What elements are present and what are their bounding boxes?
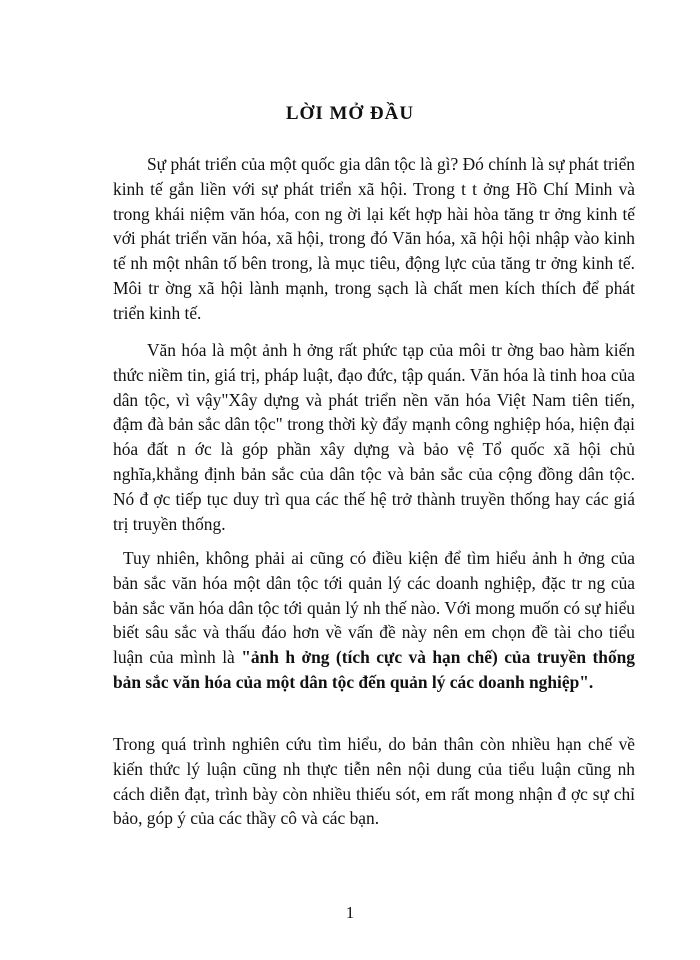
paragraph-1-text: Sự phát triển của một quốc gia dân tộc là gì? Đó chính là sự phát triển kinh tế gắn liền với sự phát triển xã hội. Trong t t ởng Hồ Chí Minh và trong khái niệm văn hóa, con ng ời lại kết hợp hài hòa tăng tr ởng kinh tế với phát triển văn hóa, xã hội, trong đó Văn hóa, xã hội hội nhập vào kinh tế nh một nhân tố bên trong, là mục tiêu, động lực của tăng tr ởng kinh tế. Môi tr ờng xã hội lành mạnh, trong sạch là chất men kích thích để phát triển kinh tế. <box>113 154 635 323</box>
paragraph-3-text: Tuy nhiên, không phải ai cũng có điều kiện để tìm hiểu ảnh h ởng của bản sắc văn hóa một dân tộc tới quản lý các doanh nghiệp, đặc tr ng của bản sắc văn hóa dân tộc tới quản lý nh thế nào. Với mong muốn có sự hiểu biết sâu sắc và thấu đáo hơn về vấn đề này nên em chọn đề tài cho tiểu luận của mình là <box>113 548 635 668</box>
paragraph-3-topic: "ảnh h ởng (tích cực và hạn chế) của truyền thống bản sắc văn hóa của một dân tộc đến quản lý các doanh nghiệp". <box>113 647 636 692</box>
paragraph-4-text: Trong quá trình nghiên cứu tìm hiểu, do bản thân còn nhiều hạn chế về kiến thức lý luận cũng nh thực tiễn nên nội dung của tiểu luận cũng nh cách diễn đạt, trình bày còn nhiều thiếu sót, em rất mong nhận đ ợc sự chỉ bảo, góp ý của các thầy cô và các bạn. <box>113 734 635 829</box>
page-number: 1 <box>345 903 355 922</box>
paragraph-1 <box>113 152 635 326</box>
paragraph-2-text: Văn hóa là một ảnh h ởng rất phức tạp của môi tr ờng bao hàm kiến thức niềm tin, giá trị, pháp luật, đạo đức, tập quán. Văn hóa là tinh hoa của dân tộc, vì vậy"Xây dựng và phát triển nền văn hóa Việt Nam tiên tiến, đậm đà bản sắc dân tộc" trong thời kỳ đẩy mạnh công nghiệp hóa, hiện đại hóa đất n ớc là góp phần xây dựng và bảo vệ Tổ quốc xã hội chủ nghĩa,khẳng định bản sắc của dân tộc và bản sắc của cộng đồng dân tộc. Nó đ ợc tiếp tục duy trì qua các thế hệ trở thành truyền thống hay các giá trị truyền thống. <box>113 340 635 534</box>
paragraph-4 <box>113 732 635 831</box>
paragraph-3 <box>113 546 635 695</box>
paragraph-2 <box>113 338 635 536</box>
page-title: LỜI MỞ ĐẦU <box>285 103 415 124</box>
